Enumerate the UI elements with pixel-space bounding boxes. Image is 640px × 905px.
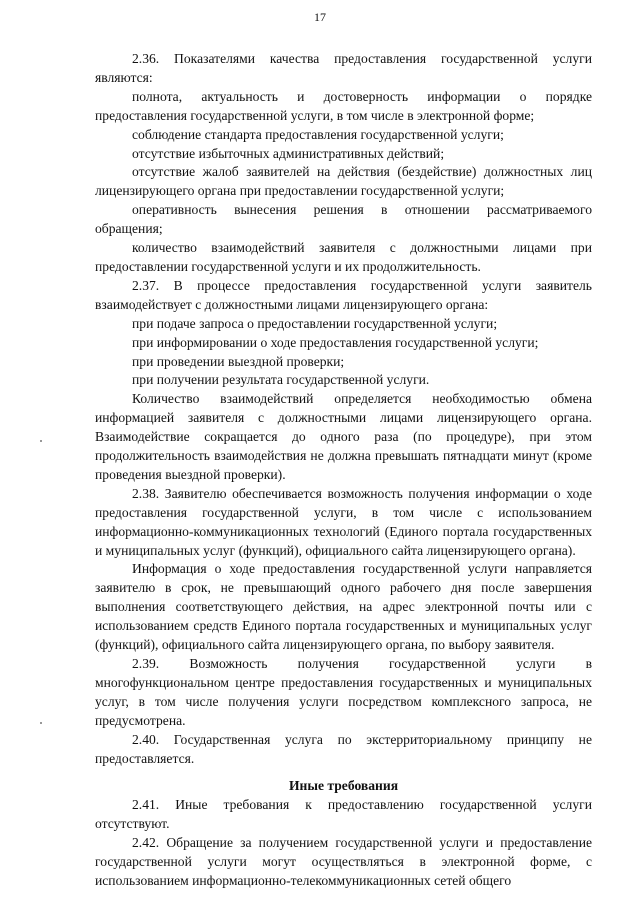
document-body xyxy=(95,50,592,891)
paragraph-2-40: 2.40. Государственная услуга по экстерриториальному принципу не предоставляется. xyxy=(95,731,592,766)
paragraph-2-41: 2.41. Иные требования к предоставлению государственной услуги отсутствуют. xyxy=(95,797,592,832)
page-number: 17 xyxy=(314,10,326,24)
information-delivery-paragraph: Информация о ходе предоставления государственной услуги направляется заявителю в срок, не превышающий одного рабочего дня после завершения выполнения соответствующего действия, на адрес электронной почты или с использованием средств Единого портала государственных и муниципальных услуг (функций), официального сайта лицензирующего органа, по выбору заявителя. xyxy=(95,561,592,653)
interaction-case-result: при получении результата государственной услуги. xyxy=(132,372,430,388)
paragraph-2-38: 2.38. Заявителю обеспечивается возможность получения информации о ходе предоставления государственной услуги, в том числе с использованием информационно-коммуникационных технологий (Единого портала государственных и муниципальных услуг (функций), официального сайта лицензирующего органа). xyxy=(95,485,592,558)
paragraph-2-36: 2.36. Показателями качества предоставления государственной услуги являются: xyxy=(95,51,592,85)
quality-indicator-efficiency: оперативность вынесения решения в отношении рассматриваемого обращения; xyxy=(95,202,592,237)
paragraph-2-39: 2.39. Возможность получения государственной услуги в многофункциональном центре предоставления государственных и муниципальных услуг, в том числе получения услуги посредством комплексного запроса, не предусмотрена. xyxy=(95,656,592,728)
section-heading: Иные требования xyxy=(288,778,399,794)
paragraph-2-42: 2.42. Обращение за получением государственной услуги и предоставление государственной услуги могут осуществляться в электронной форме, с использованием информационно-телекоммуникационных сетей общего xyxy=(95,835,592,888)
interaction-case-request: при подаче запроса о предоставлении государственной услуги; xyxy=(132,315,498,331)
interaction-case-inspection: при проведении выездной проверки; xyxy=(132,353,345,369)
scan-speck xyxy=(40,440,42,442)
paragraph-2-37: 2.37. В процессе предоставления государственной услуги заявитель взаимодействует с должностными лицами лицензирующего органа: xyxy=(95,277,592,312)
quality-indicator-standard: соблюдение стандарта предоставления государственной услуги; xyxy=(132,126,504,142)
interaction-count-paragraph: Количество взаимодействий определяется необходимостью обмена информацией заявителя с должностными лицами лицензирующего органа. Взаимодействие сокращается до одного раза (по процедуре), при этом продолжительность взаимодействия не должна превышать пятнадцати минут (кроме проведения выездной проверки). xyxy=(95,391,592,482)
quality-indicator-no-complaints: отсутствие жалоб заявителей на действия (бездействие) должностных лиц лицензирующего органа при предоставлении государственной услуги; xyxy=(95,164,592,199)
quality-indicator-no-excess-actions: отсутствие избыточных административных действий; xyxy=(132,145,445,161)
quality-indicator-interactions: количество взаимодействий заявителя с должностными лицами при предоставлении государственной услуги и их продолжительность. xyxy=(95,240,592,274)
quality-indicator-completeness: полнота, актуальность и достоверность информации о порядке предоставления государственной услуги, в том числе в электронной форме; xyxy=(95,88,592,123)
scan-speck xyxy=(40,722,42,724)
interaction-case-informing: при информировании о ходе предоставления государственной услуги; xyxy=(132,334,539,350)
